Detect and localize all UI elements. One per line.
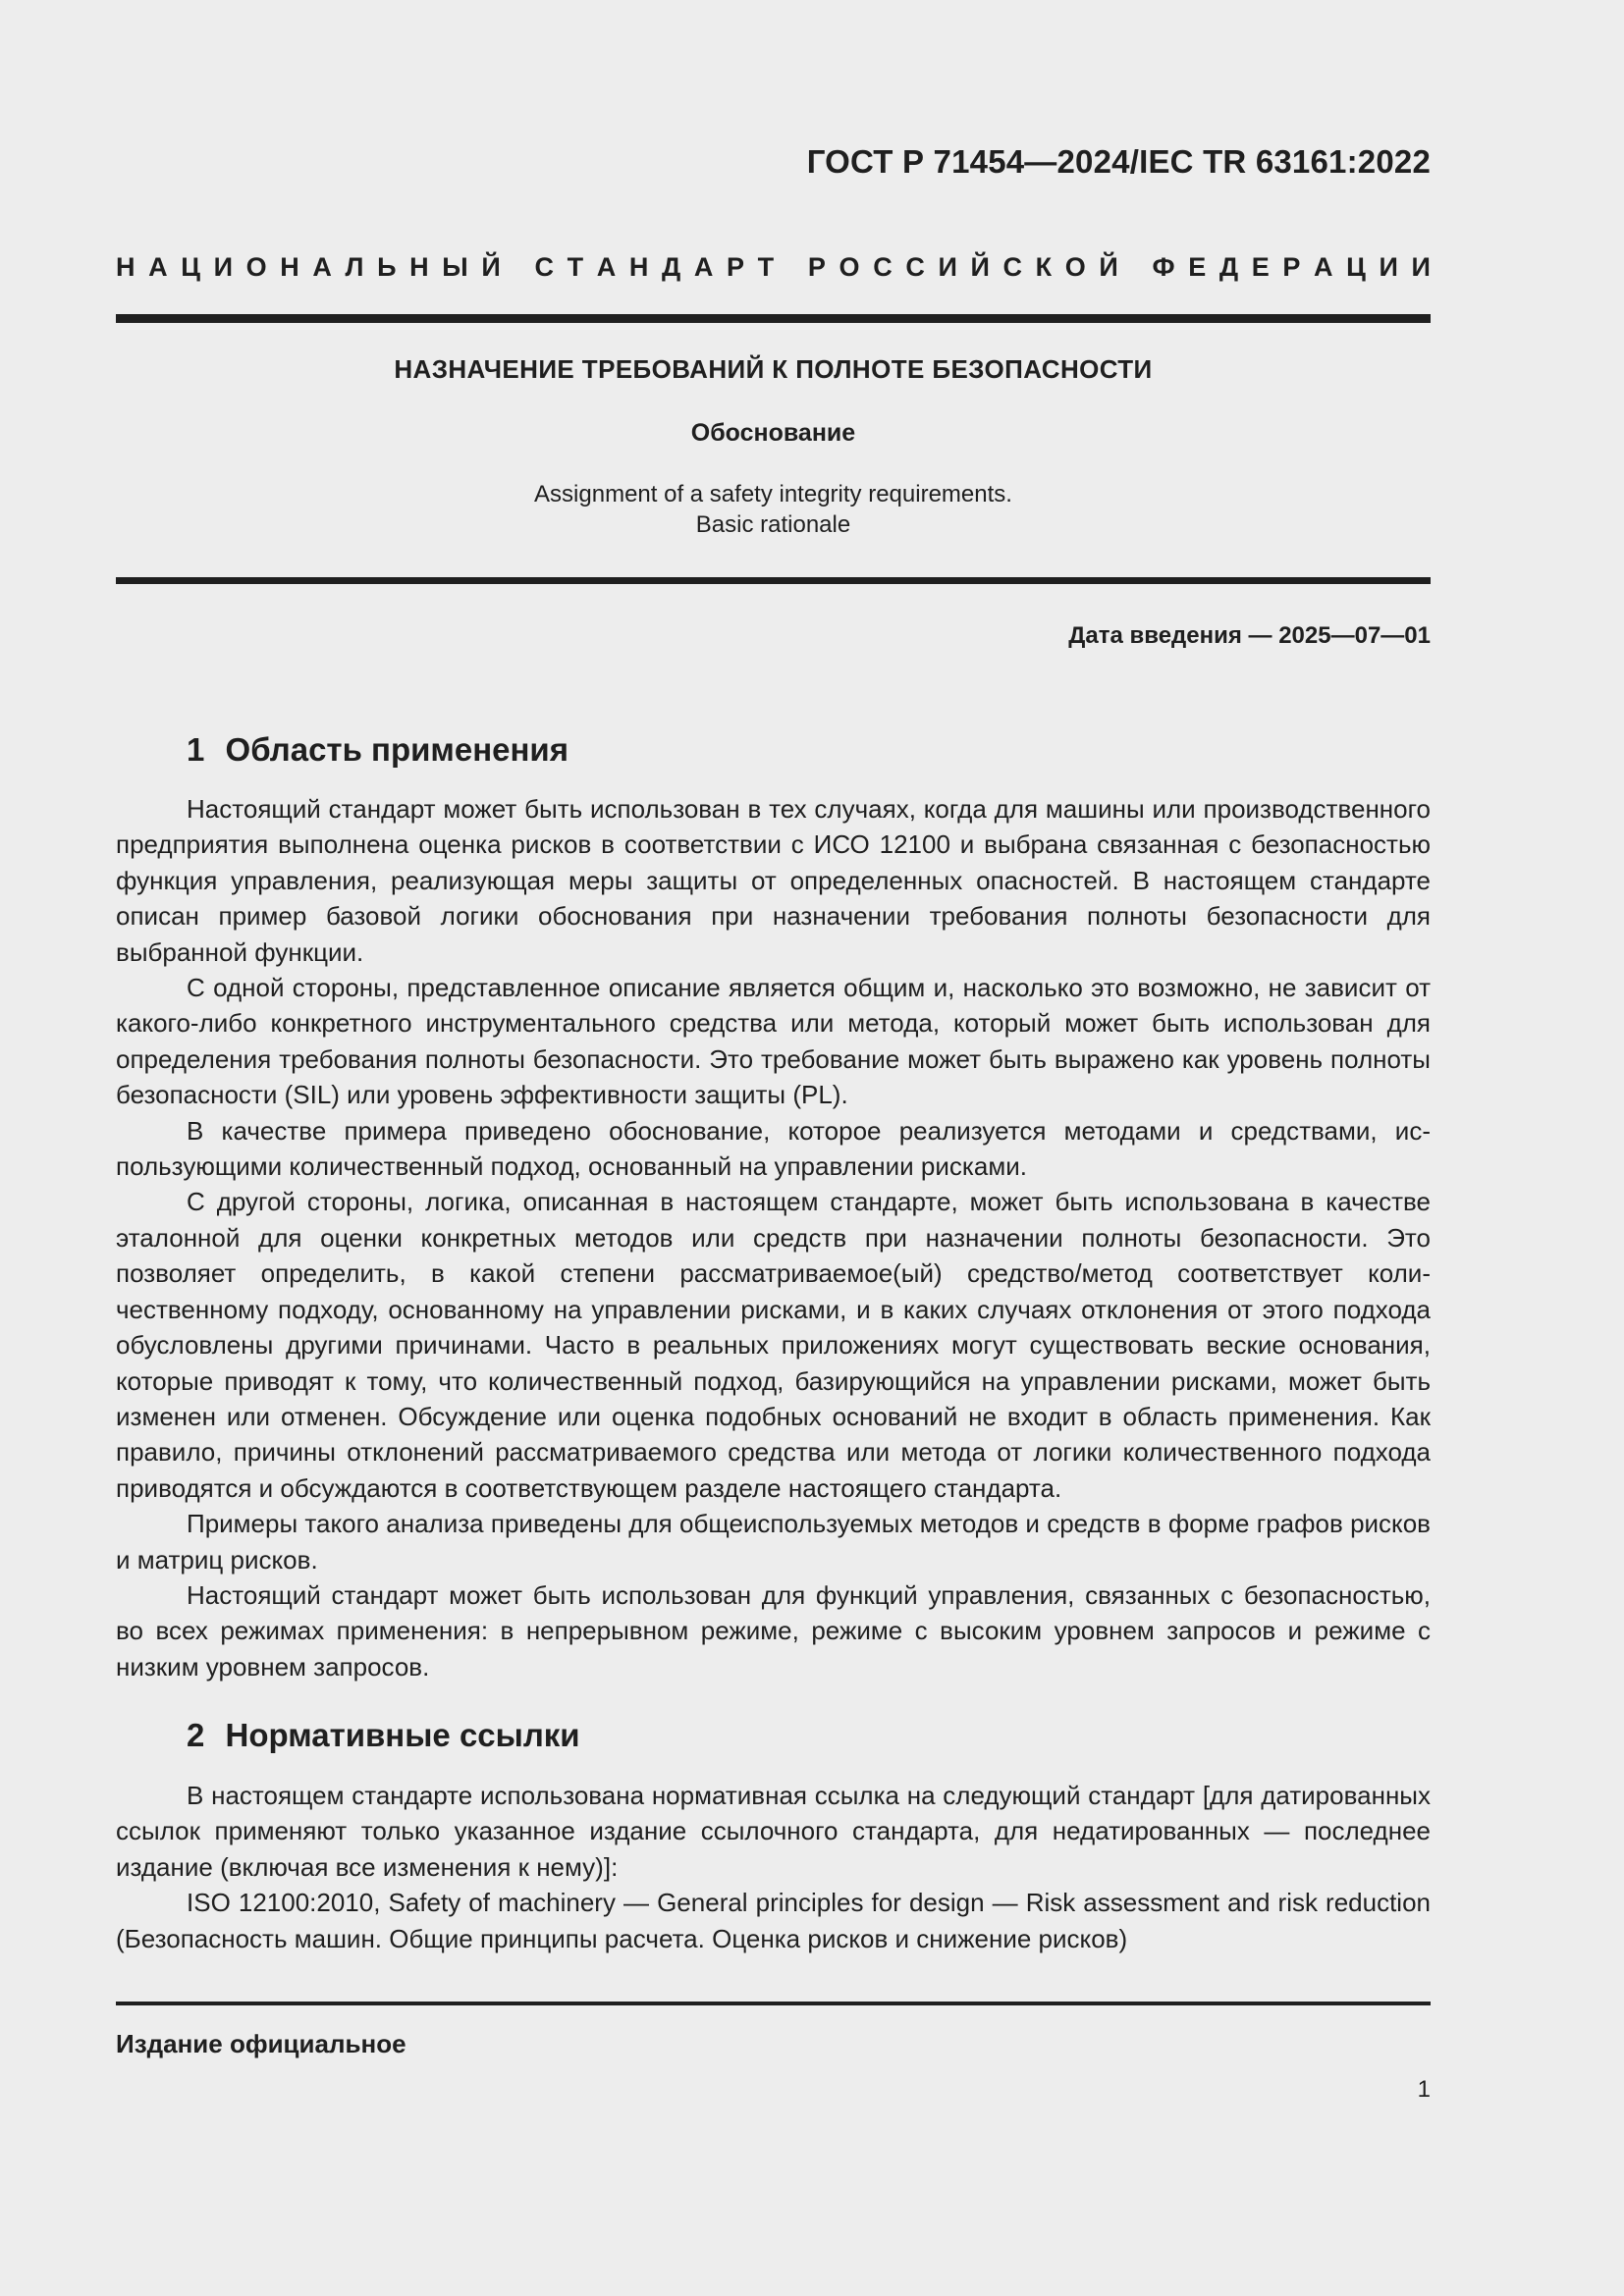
section-title: Область применения	[225, 731, 568, 768]
official-edition-label: Издание официальное	[116, 2029, 406, 2058]
section-1-body	[116, 791, 1431, 1684]
banner-letter: Р	[807, 252, 826, 282]
banner-letter: И	[213, 252, 234, 282]
banner-letter: Р	[727, 252, 745, 282]
section-2-body	[116, 1778, 1431, 1956]
banner-letter	[514, 252, 521, 283]
banner-letter: С	[905, 252, 925, 282]
banner-letter: Ф	[1152, 252, 1175, 282]
banner-letter: А	[693, 252, 714, 282]
english-title-line-2: Basic rationale	[695, 511, 851, 538]
national-standard-banner	[116, 252, 1431, 283]
banner-letter: Й	[970, 252, 990, 282]
paragraph: С другой стороны, логика, описанная в настоящем стандарте, может быть использована в качестве эталонной для оценки конкретных методов или средств при назначении полноты безопасности. Это позволяет определить, в какой степени рассматриваемое(ый) средство/метод соответствует количественному подходу, основанному на управлении рисками, и в каких случаях отклонения от этого подхода обусловлены другими причинами. Часто в реальных приложениях могут существовать веские основания, которые приводят к тому, что количественный подход, базирующийся на управлении рисками, может быть изменен или отменен. Обсуждение или оценка подобных оснований не входит в область применения. Как правило, причины отклонений рассматриваемого средства или метода от логики количественного подхода приводятся и обсуждаются в соответствующем разделе настоящего стандарта.	[116, 1187, 1431, 1503]
banner-letter: Д	[662, 252, 681, 282]
banner-letter: А	[596, 252, 617, 282]
banner-letter	[1131, 252, 1139, 283]
reference-entry: ISO 12100:2010, Safety of machinery — General principles for design — Risk assessment and risk reduction (Безопасность машин. Общие принципы расчета. Оценка рисков и снижение рисков)	[116, 1888, 1431, 1953]
banner-letter: Й	[1099, 252, 1118, 282]
footer-rule	[116, 2002, 1431, 2005]
banner-letter: Т	[757, 252, 775, 282]
paragraph: В качестве примера приведено обоснование, которое реализуется методами и средствами, использующими количественный подход, основанный на управлении рисками.	[116, 1115, 1431, 1182]
banner-letter: О	[245, 252, 267, 282]
paragraph: С одной стороны, представленное описание является общим и, насколько это возможно, не зависит от какого-либо конкретного инструментального средства или метода, который может быть использован для определения требования полноты безопасности. Это требование может быть выражено как уровень полноты безопасности (SIL) или уровень эффективности защиты (PL).	[116, 973, 1431, 1110]
english-title-line-1: Assignment of a safety integrity requirements.	[534, 481, 1012, 507]
banner-letter: С	[1002, 252, 1022, 282]
banner-letter: Л	[345, 252, 364, 282]
paragraph: Настоящий стандарт может быть использован в тех случаях, когда для машины или производственного предприятия выполнена оценка рисков в соответствии с ИСО 12100 и выбрана связанная с безопасностью функция управления, реализующая меры защиты от определенных опасностей. В настоящем стандарте описан пример базовой логики обоснования при назначении требования полноты безопасности для выбранной функции.	[116, 794, 1431, 967]
banner-letter: Е	[1251, 252, 1270, 282]
paragraph: Примеры такого анализа приведены для общеиспользуемых методов и средств в форме графов рисков и матриц рисков.	[116, 1509, 1431, 1575]
document-page	[116, 0, 1431, 2296]
title-rule	[116, 577, 1431, 584]
banner-letter: Е	[1188, 252, 1207, 282]
banner-letter: К	[1035, 252, 1053, 282]
banner-letter: С	[534, 252, 554, 282]
document-title: НАЗНАЧЕНИЕ ТРЕБОВАНИЙ К ПОЛНОТЕ БЕЗОПАСНОСТИ	[394, 354, 1153, 384]
document-subtitle: Обоснование	[690, 419, 856, 447]
header-rule	[116, 314, 1431, 323]
banner-letter: Р	[1282, 252, 1301, 282]
banner-letter: И	[938, 252, 957, 282]
page-number: 1	[1417, 2076, 1431, 2103]
banner-letter: Ц	[181, 252, 200, 282]
banner-letter: Д	[1218, 252, 1239, 282]
paragraph: Настоящий стандарт может быть использован для функций управления, связанных с безопасностью, во всех режимах применения: в непрерывном режиме, режиме с высоким уровнем запросов и режиме с низким уровнем запросов.	[116, 1579, 1431, 1682]
banner-letter: Н	[116, 252, 135, 282]
section-title: Нормативные ссылки	[225, 1717, 580, 1753]
banner-letter: Н	[628, 252, 649, 282]
banner-letter: А	[312, 252, 332, 282]
banner-letter: А	[1314, 252, 1333, 282]
banner-letter: Н	[409, 252, 429, 282]
banner-letter: А	[148, 252, 168, 282]
english-title	[116, 479, 1431, 540]
banner-letter: И	[1379, 252, 1398, 282]
introduction-date: Дата введения — 2025—07—01	[1068, 622, 1431, 649]
paragraph: В настоящем стандарте использована нормативная ссылка на следующий стандарт [для датированных ссылок применяют только указанное издание ссылочного стандарта, для недатированных — последнее издание (включая все изменения к нему)]:	[116, 1781, 1431, 1882]
banner-letter: И	[1411, 252, 1431, 282]
document-code: ГОСТ Р 71454—2024/IEC TR 63161:2022	[806, 143, 1431, 180]
banner-letter: Н	[280, 252, 299, 282]
banner-letter: О	[839, 252, 860, 282]
section-number: 1	[187, 731, 205, 768]
banner-letter: Т	[567, 252, 584, 282]
banner-letter: Ц	[1346, 252, 1366, 282]
banner-letter: Ы	[442, 252, 468, 282]
section-2-heading	[187, 1717, 580, 1754]
banner-letter: Й	[481, 252, 501, 282]
banner-letter	[787, 252, 795, 283]
section-1-heading	[187, 731, 568, 769]
banner-letter: С	[873, 252, 893, 282]
banner-letter: О	[1064, 252, 1086, 282]
section-number: 2	[187, 1717, 205, 1753]
banner-letter: Ь	[377, 252, 397, 282]
